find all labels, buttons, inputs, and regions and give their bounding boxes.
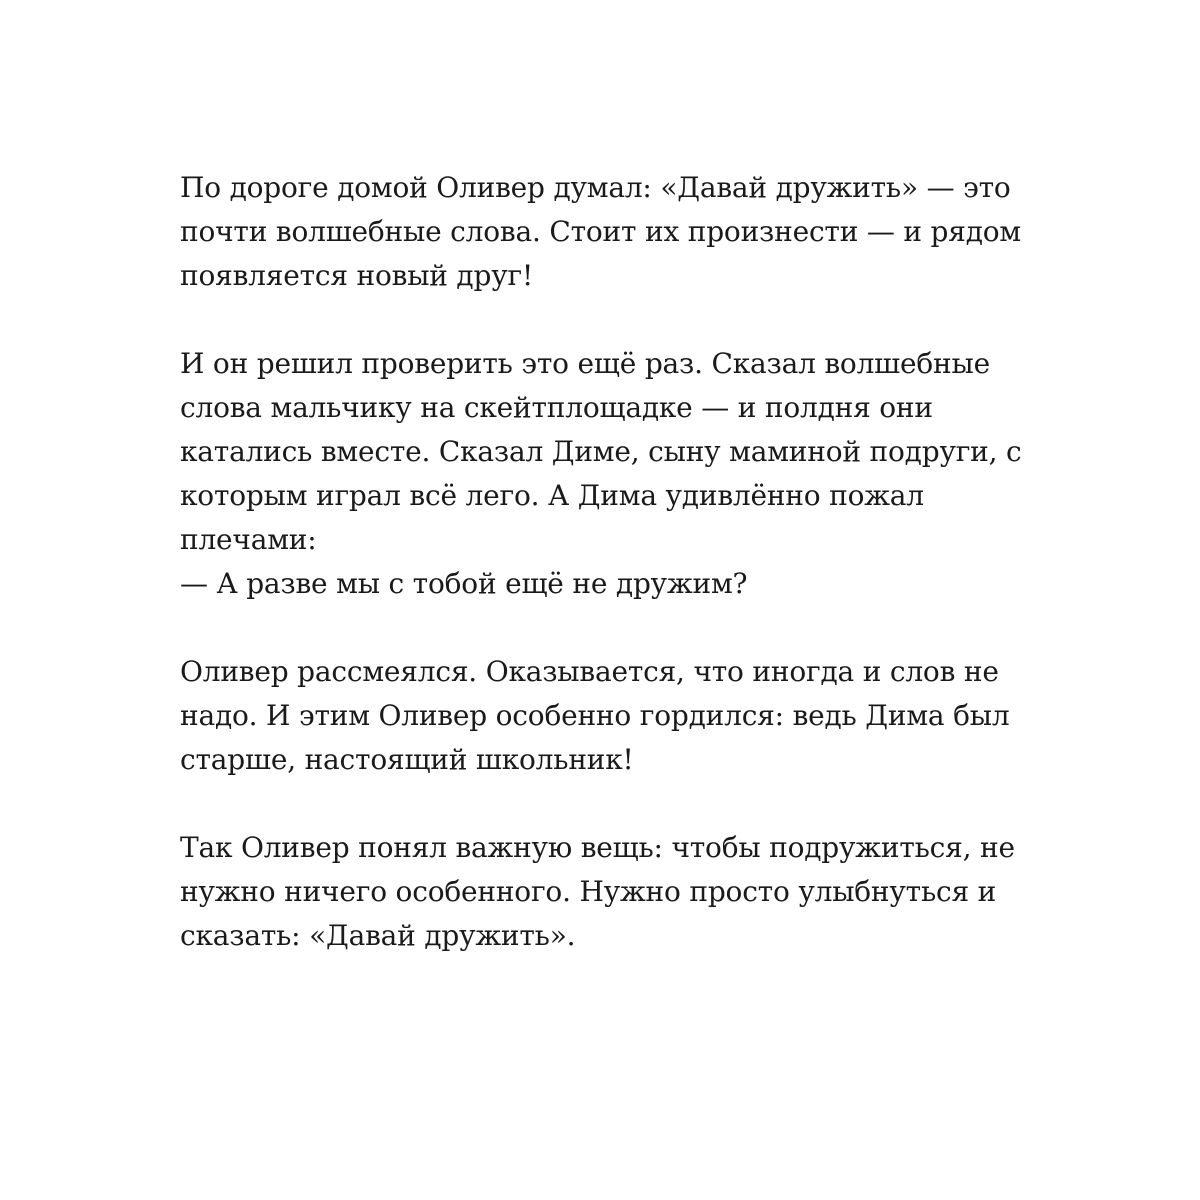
text-line: слова мальчику на скейтплощадке — и полдня они: [180, 391, 933, 424]
text-line: И он решил проверить это ещё раз. Сказал волшебные: [180, 347, 990, 380]
paragraph-3: [180, 650, 1060, 782]
text-line: появляется новый друг!: [180, 259, 533, 292]
paragraph-4: [180, 826, 1060, 958]
text-line: сказать: «Давай дружить».: [180, 919, 576, 952]
text-line: которым играл всё лего. А Дима удивлённо пожал: [180, 479, 924, 512]
text-line: нужно ничего особенного. Нужно просто улыбнуться и: [180, 875, 997, 908]
text-line: плечами:: [180, 523, 317, 556]
paragraph-2: [180, 342, 1060, 606]
text-line: Оливер рассмеялся. Оказывается, что иногда и слов не: [180, 655, 999, 688]
text-line: почти волшебные слова. Стоит их произнести — и рядом: [180, 215, 1022, 248]
dialogue-line: — А разве мы с тобой ещё не дружим?: [180, 567, 748, 600]
text-line: надо. И этим Оливер особенно гордился: ведь Дима был: [180, 699, 1010, 732]
paragraph-gap: [180, 606, 1060, 650]
paragraph-gap: [180, 782, 1060, 826]
text-line: Так Оливер понял важную вещь: чтобы подружиться, не: [180, 831, 1015, 864]
paragraph-1: [180, 166, 1060, 298]
story-text: [180, 166, 1060, 958]
paragraph-gap: [180, 298, 1060, 342]
text-line: старше, настоящий школьник!: [180, 743, 634, 776]
text-line: По дороге домой Оливер думал: «Давай дружить» — это: [180, 171, 1011, 204]
text-line: катались вместе. Сказал Диме, сыну маминой подруги, с: [180, 435, 1022, 468]
